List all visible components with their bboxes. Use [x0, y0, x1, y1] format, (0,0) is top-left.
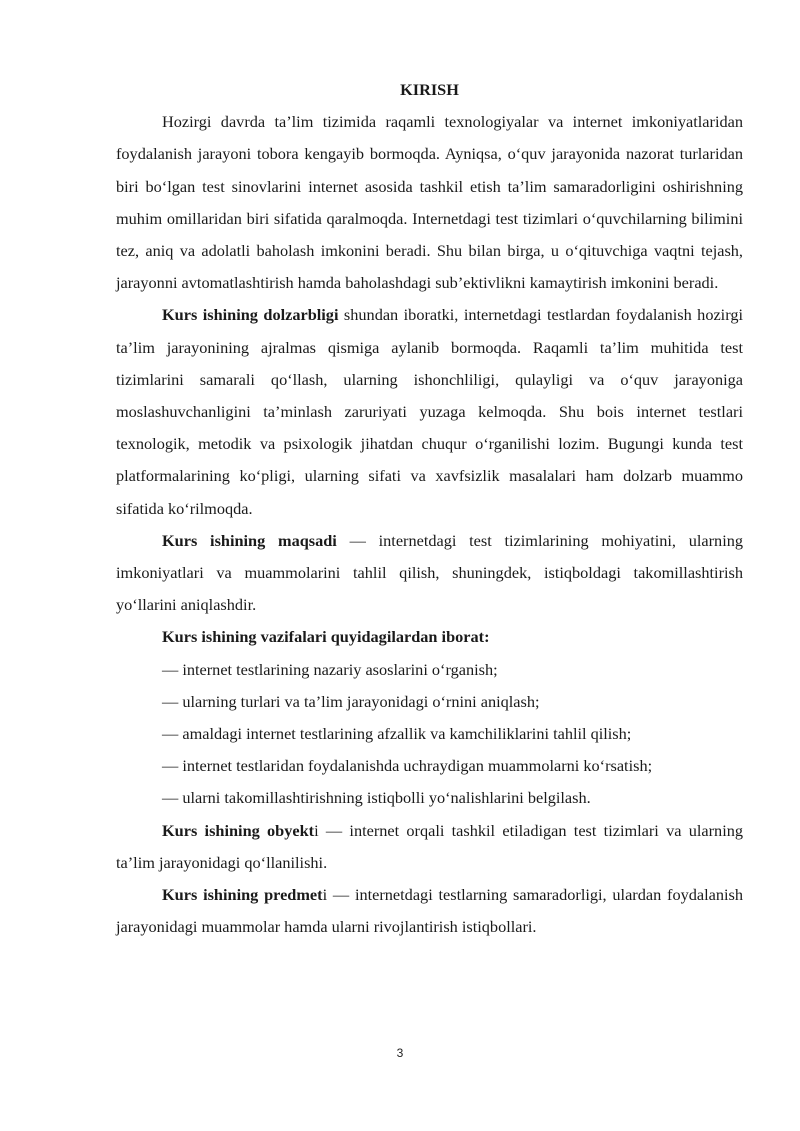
- document-page: [116, 74, 743, 943]
- tasks-heading-label: Kurs ishining vazifalari quyidagilardan iborat:: [162, 627, 490, 647]
- task-item: — ularni takomillashtirishning istiqbolli yo‘nalishlarini belgilash.: [162, 788, 591, 808]
- task-item: — amaldagi internet testlarining afzallik va kamchiliklarini tahlil qilish;: [162, 724, 632, 744]
- goal-label: Kurs ishining maqsadi: [162, 530, 337, 550]
- object-paragraph: [116, 815, 743, 879]
- goal-text: — internetdagi test tizimlarining mohiyatini, ularning imkoniyatlari va muammolarini tahlil qilish, shuningdek, istiqboldagi takomillashtirish yo‘llarini aniqlashdir.: [116, 530, 743, 615]
- object-label: Kurs ishining obyekt: [162, 820, 315, 840]
- relevance-text: shundan iboratki, internetdagi testlardan foydalanish hozirgi ta’lim jarayonining ajralmas qismiga aylanib bormoqda. Raqamli ta’lim muhitida test tizimlarini samarali qo‘llash, ularning ishonchliligi, qulayligi va o‘quv jarayoniga moslashuvchanligini ta’minlash zaruriyati yuzaga kelmoqda. Shu bois internet testlari texnologik, metodik va psixologik jihatdan chuqur o‘rganilishi lozim. Bugungi kunda test platformalarining ko‘pligi, ularning sifati va xavfsizlik masalalari ham dolzarb muammo sifatida ko‘rilmoqda.: [116, 305, 743, 518]
- object-text: i — internet orqali tashkil etiladigan test tizimlari va ularning ta’lim jarayonidagi qo‘llanilishi.: [116, 820, 743, 872]
- task-item: — ularning turlari va ta’lim jarayonidagi o‘rnini aniqlash;: [162, 691, 540, 711]
- section-title: KIRISH: [400, 80, 459, 99]
- task-item: — internet testlarining nazariy asoslarini o‘rganish;: [162, 659, 498, 679]
- tasks-heading: [116, 621, 743, 653]
- goal-paragraph: [116, 525, 743, 622]
- subject-paragraph: [116, 879, 743, 943]
- intro-paragraph: Hozirgi davrda ta’lim tizimida raqamli texnologiyalar va internet imkoniyatlaridan foydalanish jarayoni tobora kengayib bormoqda. Ayniqsa, o‘quv jarayonida nazorat turlaridan biri bo‘lgan test sinovlarini internet asosida tashkil etish ta’lim samaradorligini oshirishning muhim omillaridan biri sifatida qaralmoqda. Internetdagi test tizimlari o‘quvchilarning bilimini tez, aniq va adolatli baholash imkonini beradi. Shu bilan birga, u o‘qituvchiga vaqtni tejash, jarayonni avtomatlashtirish hamda baholashdagi sub’ektivlikni kamaytirish imkonini beradi.: [116, 112, 743, 293]
- subject-label: Kurs ishining predmet: [162, 885, 323, 905]
- task-item: — internet testlaridan foydalanishda uchraydigan muammolarni ko‘rsatish;: [162, 756, 653, 776]
- relevance-label: Kurs ishining dolzarbligi: [162, 305, 339, 325]
- subject-text: i — internetdagi testlarning samaradorligi, ulardan foydalanish jarayonidagi muammolar hamda ularni rivojlantirish istiqbollari.: [116, 885, 743, 937]
- relevance-paragraph: [116, 299, 743, 524]
- page-number: 3: [396, 1046, 404, 1060]
